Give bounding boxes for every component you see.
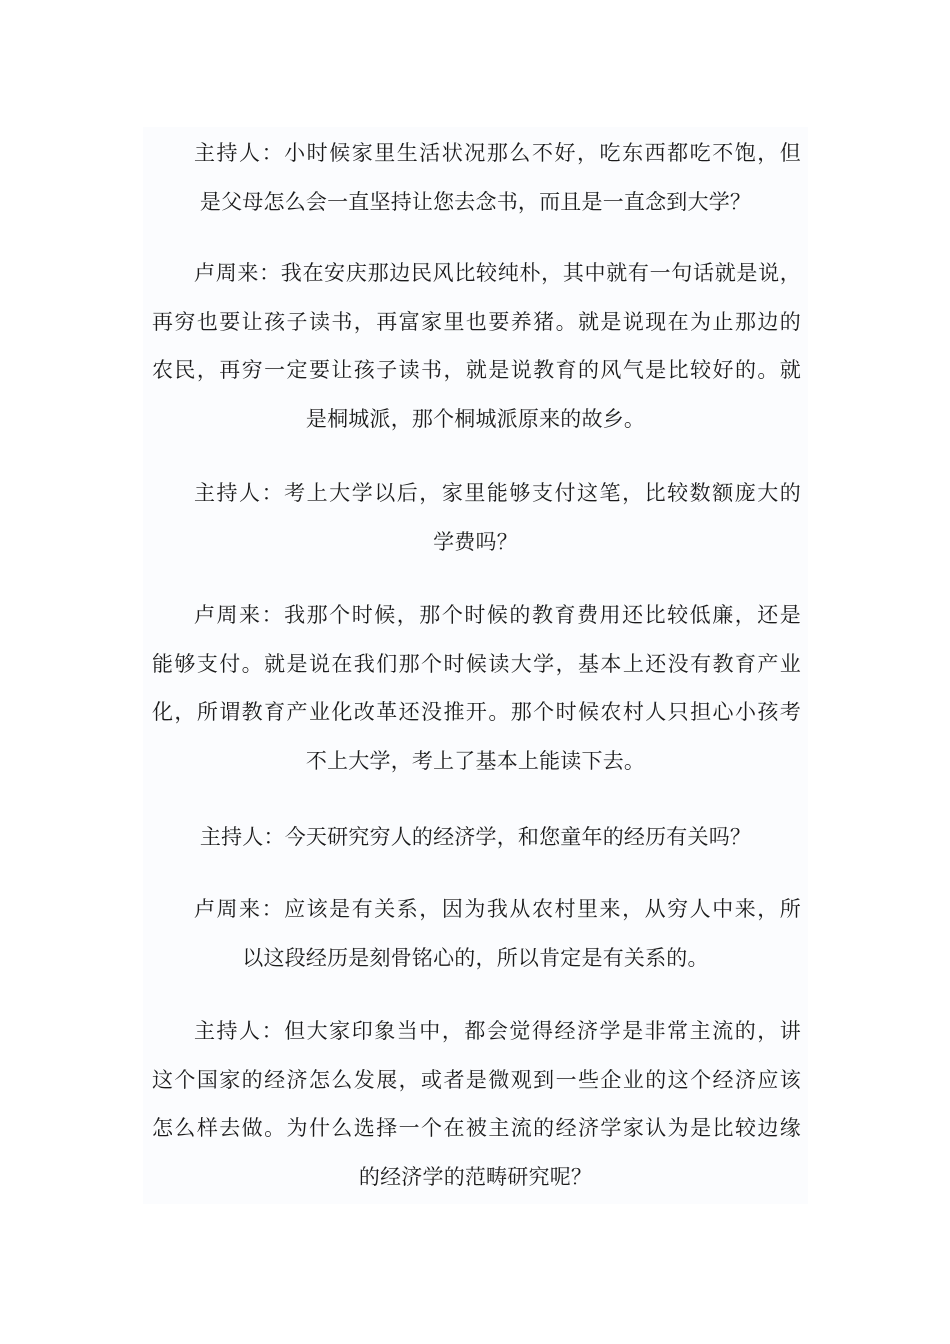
text-line: 这个国家的经济怎么发展，或者是微观到一些企业的这个经济应该 — [152, 1067, 801, 1092]
text-line: 卢周来：我在安庆那边民风比较纯朴，其中就有一句话就是说， — [194, 261, 801, 285]
text-line: 农民，再穷一定要让孩子读书，就是说教育的风气是比较好的。就 — [152, 358, 801, 382]
text-line: 能够支付。就是说在我们那个时候读大学，基本上还没有教育产业 — [152, 651, 801, 676]
document-text-block — [143, 127, 808, 1204]
text-line: 学费吗？ — [433, 529, 518, 554]
text-line: 主持人：小时候家里生活状况那么不好，吃东西都吃不饱，但 — [194, 141, 801, 165]
text-line: 主持人：今天研究穷人的经济学，和您童年的经历有关吗？ — [199, 825, 752, 849]
text-line: 卢周来：应该是有关系，因为我从农村里来，从穷人中来，所 — [194, 897, 801, 921]
text-line: 是父母怎么会一直坚持让您去念书，而且是一直念到大学？ — [199, 189, 752, 214]
text-line: 主持人：但大家印象当中，都会觉得经济学是非常主流的，讲 — [194, 1019, 801, 1043]
paragraph-guest-answer-2 — [143, 591, 808, 785]
text-line: 不上大学，考上了基本上能读下去。 — [305, 748, 646, 773]
text-line: 以这段经历是刻骨铭心的，所以肯定是有关系的。 — [242, 945, 709, 970]
text-line: 主持人：考上大学以后，家里能够支付这笔，比较数额庞大的 — [194, 481, 801, 505]
paragraph-host-question-2 — [143, 469, 808, 566]
text-line: 再穷也要让孩子读书，再富家里也要养猪。就是说现在为止那边的 — [152, 309, 801, 334]
paragraph-guest-answer-3 — [143, 885, 808, 982]
paragraph-host-question-4 — [143, 1007, 808, 1201]
text-line: 的经济学的范畴研究呢？ — [358, 1164, 593, 1189]
paragraph-host-question-3 — [143, 813, 808, 862]
text-line: 是桐城派，那个桐城派原来的故乡。 — [305, 406, 646, 431]
text-line: 怎么样去做。为什么选择一个在被主流的经济学家认为是比较边缘 — [152, 1116, 801, 1140]
text-line: 化，所谓教育产业化改革还没推开。那个时候农村人只担心小孩考 — [152, 700, 801, 724]
text-line: 卢周来：我那个时候，那个时候的教育费用还比较低廉，还是 — [194, 603, 801, 627]
paragraph-guest-answer-1 — [143, 249, 808, 443]
paragraph-host-question-1 — [143, 129, 808, 226]
